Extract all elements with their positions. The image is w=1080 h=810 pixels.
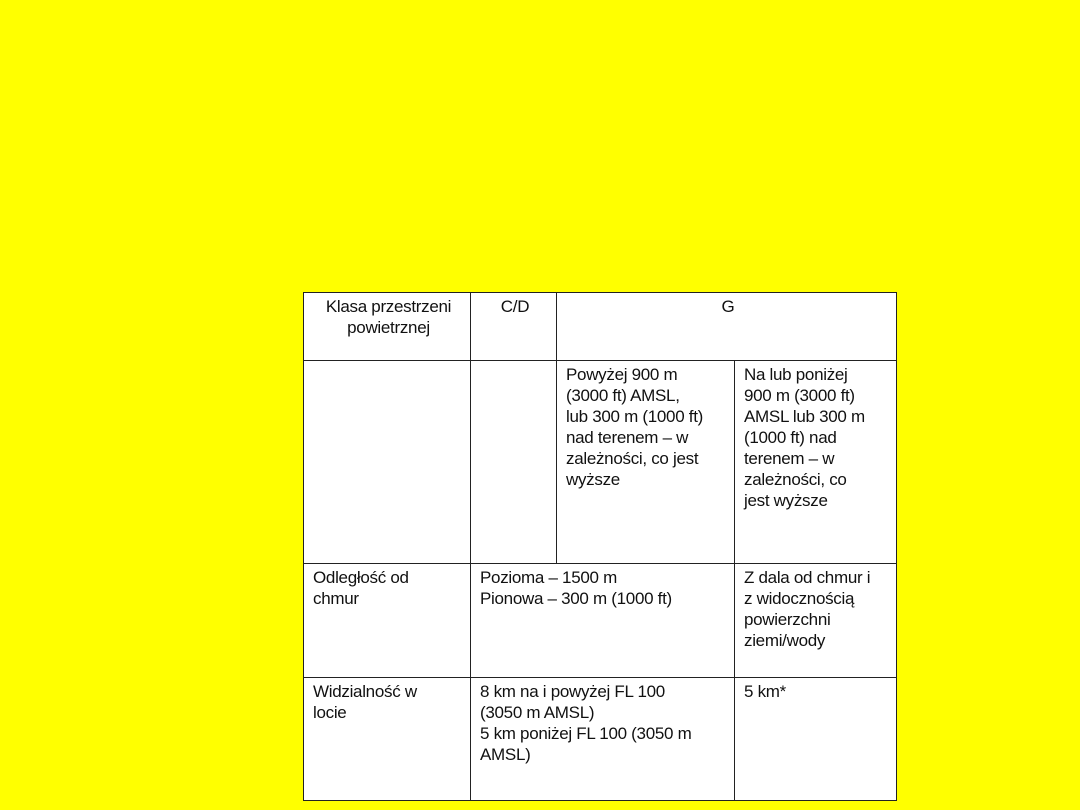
airspace-vmc-table-container <box>303 292 896 800</box>
cell-text-line: zależności, co jest <box>566 449 699 468</box>
table-row-cloud-distance <box>304 564 897 678</box>
cell-text-line: ziemi/wody <box>744 631 826 650</box>
airspace-vmc-table <box>303 292 897 801</box>
flight-visibility-cd-g-above-cell <box>471 678 735 801</box>
g-at-or-below-900m-cell <box>735 361 897 564</box>
cell-text-line: Z dala od chmur i <box>744 568 871 587</box>
cell-text-line: lub 300 m (1000 ft) <box>566 407 703 426</box>
cell-text-line: z widocznością <box>744 589 855 608</box>
cell-text-line: Pionowa – 300 m (1000 ft) <box>480 589 672 608</box>
cell-text-line: (3050 m AMSL) <box>480 703 595 722</box>
row-label-line: chmur <box>313 589 359 608</box>
cell-text-line: AMSL) <box>480 745 531 764</box>
airspace-class-header-line: powietrznej <box>347 318 430 337</box>
table-subheader-row <box>304 361 897 564</box>
flight-visibility-label-cell <box>304 678 471 801</box>
cell-text-line: Na lub poniżej <box>744 365 848 384</box>
cell-text-line: zależności, co <box>744 470 847 489</box>
cell-text-line: 5 km poniżej FL 100 (3050 m <box>480 724 692 743</box>
airspace-class-header-line: Klasa przestrzeni <box>325 297 452 316</box>
flight-visibility-g-below-cell <box>735 678 897 801</box>
cell-text-line: Powyżej 900 m <box>566 365 678 384</box>
cell-text-line: 900 m (3000 ft) <box>744 386 855 405</box>
cell-text-line: (1000 ft) nad <box>744 428 837 447</box>
class-g-header: G <box>557 293 897 361</box>
cell-text-line: 5 km* <box>744 682 786 701</box>
cloud-distance-g-below-cell <box>735 564 897 678</box>
airspace-class-header-cell <box>304 293 471 361</box>
cell-text-line: Pozioma – 1500 m <box>480 568 617 587</box>
cell-text-line: terenem – w <box>744 449 835 468</box>
empty-cd-cell <box>471 361 557 564</box>
cell-text-line: 8 km na i powyżej FL 100 <box>480 682 665 701</box>
table-header-row <box>304 293 897 361</box>
empty-label-cell <box>304 361 471 564</box>
cell-text-line: (3000 ft) AMSL, <box>566 386 680 405</box>
table-row-flight-visibility <box>304 678 897 801</box>
cloud-distance-label-cell <box>304 564 471 678</box>
cell-text-line: AMSL lub 300 m <box>744 407 865 426</box>
cell-text-line: nad terenem – w <box>566 428 689 447</box>
g-above-900m-cell <box>557 361 735 564</box>
cell-text-line: jest wyższe <box>744 491 828 510</box>
row-label-line: locie <box>313 703 347 722</box>
cloud-distance-cd-g-above-cell <box>471 564 735 678</box>
cell-text-line: powierzchni <box>744 610 831 629</box>
row-label-line: Widzialność w <box>313 682 417 701</box>
cell-text-line: wyższe <box>566 470 620 489</box>
row-label-line: Odległość od <box>313 568 409 587</box>
class-cd-header: C/D <box>471 293 557 361</box>
